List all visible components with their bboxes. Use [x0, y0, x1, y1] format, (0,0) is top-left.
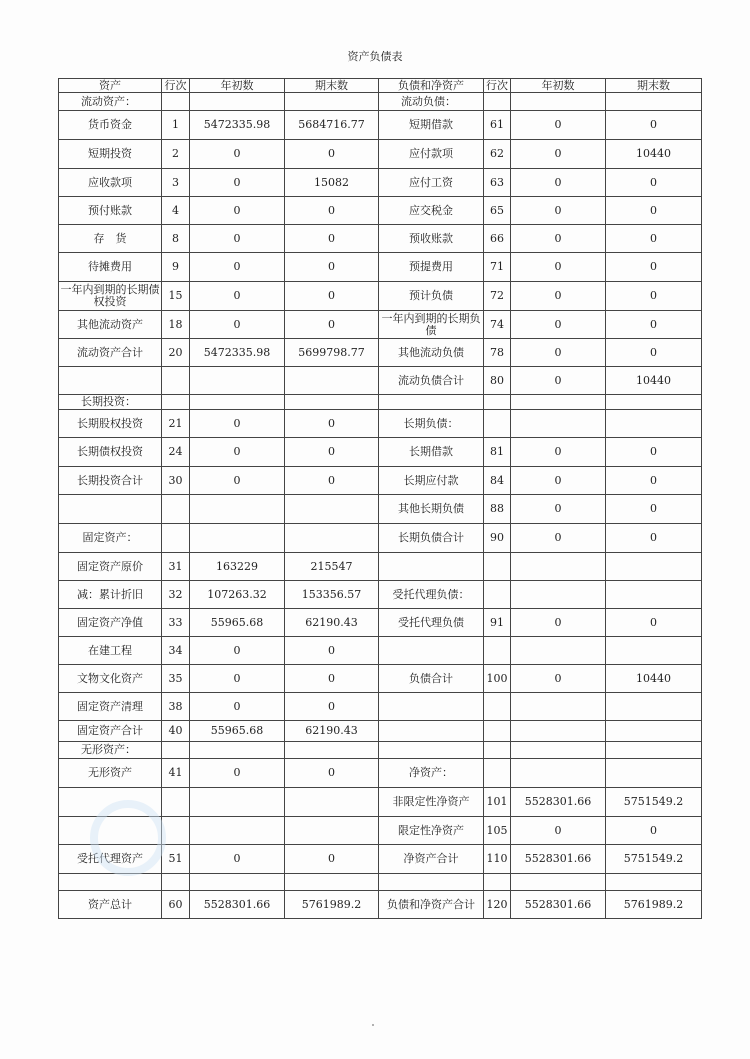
table-cell: 0	[606, 609, 702, 637]
table-cell: 0	[285, 410, 379, 438]
table-cell: 84	[484, 467, 511, 495]
table-cell	[162, 874, 190, 891]
table-cell: 0	[511, 467, 606, 495]
table-cell: 0	[285, 467, 379, 495]
table-row	[59, 169, 702, 197]
table-cell	[511, 874, 606, 891]
table-cell: 货币资金	[59, 111, 162, 140]
table-cell: 预提费用	[379, 253, 484, 282]
table-cell: 80	[484, 367, 511, 395]
table-cell: 净资产：	[379, 759, 484, 788]
table-cell: 10440	[606, 665, 702, 693]
table-cell: 限定性净资产	[379, 817, 484, 845]
table-cell: 应收款项	[59, 169, 162, 197]
table-row	[59, 311, 702, 339]
table-cell: 短期投资	[59, 140, 162, 169]
table-cell: 受托代理资产	[59, 845, 162, 874]
table-cell	[511, 410, 606, 438]
table-row	[59, 495, 702, 524]
table-cell	[606, 553, 702, 581]
table-cell: 0	[285, 282, 379, 311]
table-cell: 78	[484, 339, 511, 367]
page-mark	[372, 1024, 374, 1026]
table-cell	[59, 874, 162, 891]
table-row	[59, 93, 702, 111]
table-cell: 15	[162, 282, 190, 311]
table-cell: 短期借款	[379, 111, 484, 140]
table-cell	[285, 367, 379, 395]
table-cell: 0	[285, 225, 379, 253]
table-cell: 60	[162, 891, 190, 919]
table-cell	[190, 495, 285, 524]
table-cell	[285, 742, 379, 759]
table-cell	[190, 817, 285, 845]
table-cell: 一年内到期的长期负债	[379, 311, 484, 339]
table-cell: 0	[606, 467, 702, 495]
page-title: 资产负债表	[347, 50, 403, 63]
table-row	[59, 817, 702, 845]
table-cell: 0	[190, 225, 285, 253]
table-cell: 63	[484, 169, 511, 197]
table-cell: 应付款项	[379, 140, 484, 169]
table-cell: 91	[484, 609, 511, 637]
table-cell	[190, 395, 285, 410]
table-header-row	[59, 79, 702, 93]
table-cell: 0	[511, 311, 606, 339]
table-cell: 0	[285, 665, 379, 693]
table-cell: 0	[285, 845, 379, 874]
table-cell: 存 货	[59, 225, 162, 253]
table-cell: 长期负债合计	[379, 524, 484, 553]
table-cell: 0	[511, 225, 606, 253]
table-cell: 72	[484, 282, 511, 311]
table-cell: 18	[162, 311, 190, 339]
table-cell: 0	[285, 311, 379, 339]
table-cell: 长期债权投资	[59, 438, 162, 467]
table-cell: 101	[484, 788, 511, 817]
table-cell	[606, 742, 702, 759]
table-cell	[162, 367, 190, 395]
table-cell	[484, 874, 511, 891]
table-cell: 固定资产原价	[59, 553, 162, 581]
table-cell: 0	[606, 282, 702, 311]
table-cell: 非限定性净资产	[379, 788, 484, 817]
table-cell	[285, 495, 379, 524]
header-cell: 期末数	[606, 79, 702, 93]
table-cell: 5761989.2	[285, 891, 379, 919]
table-cell	[162, 742, 190, 759]
table-cell: 预计负债	[379, 282, 484, 311]
header-cell: 负债和净资产	[379, 79, 484, 93]
table-cell: 0	[606, 817, 702, 845]
table-cell	[606, 410, 702, 438]
table-cell	[379, 742, 484, 759]
table-cell: 0	[511, 140, 606, 169]
table-cell: 长期股权投资	[59, 410, 162, 438]
table-cell	[511, 553, 606, 581]
table-cell: 0	[606, 311, 702, 339]
table-cell: 0	[190, 637, 285, 665]
table-cell: 0	[190, 467, 285, 495]
table-cell: 预收账款	[379, 225, 484, 253]
table-cell: 5528301.66	[511, 891, 606, 919]
header-cell: 行次	[484, 79, 511, 93]
table-cell: 其他流动资产	[59, 311, 162, 339]
table-row	[59, 197, 702, 225]
table-row	[59, 524, 702, 553]
table-cell: 0	[285, 197, 379, 225]
table-cell: 0	[190, 759, 285, 788]
table-cell	[379, 395, 484, 410]
table-cell: 固定资产清理	[59, 693, 162, 721]
table-cell: 20	[162, 339, 190, 367]
table-cell	[162, 93, 190, 111]
table-cell: 待摊费用	[59, 253, 162, 282]
table-cell: 55965.68	[190, 721, 285, 742]
table-cell: 其他长期负债	[379, 495, 484, 524]
table-row	[59, 410, 702, 438]
table-cell: 0	[606, 225, 702, 253]
table-cell: 71	[484, 253, 511, 282]
table-cell	[285, 524, 379, 553]
table-cell: 0	[285, 759, 379, 788]
table-cell: 0	[190, 197, 285, 225]
table-row	[59, 395, 702, 410]
table-cell	[285, 817, 379, 845]
table-cell: 0	[190, 845, 285, 874]
table-cell: 0	[285, 693, 379, 721]
table-cell	[379, 721, 484, 742]
table-row	[59, 438, 702, 467]
header-cell: 年初数	[511, 79, 606, 93]
table-cell: 24	[162, 438, 190, 467]
table-cell	[484, 693, 511, 721]
table-cell: 38	[162, 693, 190, 721]
table-cell	[190, 524, 285, 553]
table-cell	[606, 93, 702, 111]
table-cell: 163229	[190, 553, 285, 581]
table-cell: 0	[606, 524, 702, 553]
table-cell: 0	[190, 282, 285, 311]
table-cell: 105	[484, 817, 511, 845]
table-cell: 5472335.98	[190, 111, 285, 140]
table-cell	[484, 637, 511, 665]
table-cell: 215547	[285, 553, 379, 581]
table-cell: 33	[162, 609, 190, 637]
table-cell: 4	[162, 197, 190, 225]
table-cell	[484, 93, 511, 111]
table-cell	[511, 395, 606, 410]
table-cell: 减：累计折旧	[59, 581, 162, 609]
table-cell: 文物文化资产	[59, 665, 162, 693]
table-cell: 1	[162, 111, 190, 140]
table-cell: 32	[162, 581, 190, 609]
table-cell: 预付账款	[59, 197, 162, 225]
table-cell	[379, 553, 484, 581]
table-cell: 0	[190, 140, 285, 169]
table-cell: 流动负债合计	[379, 367, 484, 395]
table-cell: 0	[511, 111, 606, 140]
table-cell: 100	[484, 665, 511, 693]
table-cell: 10440	[606, 367, 702, 395]
table-cell: 其他流动负债	[379, 339, 484, 367]
table-cell: 5751549.2	[606, 788, 702, 817]
table-cell: 0	[511, 253, 606, 282]
table-row	[59, 225, 702, 253]
table-cell: 0	[511, 495, 606, 524]
table-cell: 受托代理负债	[379, 609, 484, 637]
table-row	[59, 891, 702, 919]
table-row	[59, 467, 702, 495]
table-cell: 长期借款	[379, 438, 484, 467]
table-cell: 流动资产合计	[59, 339, 162, 367]
table-cell: 10440	[606, 140, 702, 169]
table-cell: 5699798.77	[285, 339, 379, 367]
header-cell: 行次	[162, 79, 190, 93]
table-cell: 0	[511, 524, 606, 553]
table-cell	[59, 367, 162, 395]
table-cell: 5528301.66	[190, 891, 285, 919]
table-row	[59, 339, 702, 367]
table-cell: 0	[190, 410, 285, 438]
table-cell: 0	[511, 197, 606, 225]
table-cell: 在建工程	[59, 637, 162, 665]
table-cell: 0	[285, 253, 379, 282]
table-cell	[511, 581, 606, 609]
table-cell: 流动资产：	[59, 93, 162, 111]
table-cell: 一年内到期的长期债权投资	[59, 282, 162, 311]
table-cell: 流动负债：	[379, 93, 484, 111]
table-cell: 长期负债：	[379, 410, 484, 438]
table-cell: 固定资产：	[59, 524, 162, 553]
table-cell	[190, 93, 285, 111]
table-cell	[162, 788, 190, 817]
table-row	[59, 253, 702, 282]
table-cell	[511, 93, 606, 111]
table-cell	[59, 788, 162, 817]
table-cell	[484, 742, 511, 759]
table-cell: 资产总计	[59, 891, 162, 919]
table-cell	[484, 553, 511, 581]
table-cell: 受托代理负债：	[379, 581, 484, 609]
table-cell: 5761989.2	[606, 891, 702, 919]
table-row	[59, 759, 702, 788]
table-cell	[379, 637, 484, 665]
table-row	[59, 693, 702, 721]
table-row	[59, 742, 702, 759]
table-cell: 62	[484, 140, 511, 169]
table-cell: 5751549.2	[606, 845, 702, 874]
table-cell	[484, 759, 511, 788]
table-cell: 81	[484, 438, 511, 467]
table-row	[59, 367, 702, 395]
table-cell: 0	[606, 495, 702, 524]
table-cell: 净资产合计	[379, 845, 484, 874]
table-cell: 负债和净资产合计	[379, 891, 484, 919]
table-cell: 0	[511, 367, 606, 395]
table-cell: 0	[190, 311, 285, 339]
table-cell	[285, 395, 379, 410]
table-cell: 34	[162, 637, 190, 665]
table-row	[59, 581, 702, 609]
table-cell: 应交税金	[379, 197, 484, 225]
table-cell	[606, 721, 702, 742]
table-cell	[606, 395, 702, 410]
table-cell: 5684716.77	[285, 111, 379, 140]
table-cell: 55965.68	[190, 609, 285, 637]
table-cell: 固定资产净值	[59, 609, 162, 637]
table-cell: 0	[606, 197, 702, 225]
table-cell: 负债合计	[379, 665, 484, 693]
table-cell: 61	[484, 111, 511, 140]
table-cell	[162, 395, 190, 410]
table-cell: 0	[511, 339, 606, 367]
table-cell: 长期应付款	[379, 467, 484, 495]
table-cell	[606, 581, 702, 609]
table-cell: 0	[190, 438, 285, 467]
table-cell: 0	[511, 609, 606, 637]
table-cell: 0	[511, 665, 606, 693]
table-cell	[162, 495, 190, 524]
table-cell: 应付工资	[379, 169, 484, 197]
table-row	[59, 665, 702, 693]
table-row	[59, 140, 702, 169]
table-cell: 15082	[285, 169, 379, 197]
table-row	[59, 637, 702, 665]
table-row	[59, 788, 702, 817]
table-cell: 90	[484, 524, 511, 553]
table-cell: 0	[511, 282, 606, 311]
table-cell: 0	[285, 140, 379, 169]
table-cell: 3	[162, 169, 190, 197]
table-cell: 0	[606, 169, 702, 197]
table-cell: 153356.57	[285, 581, 379, 609]
table-cell: 31	[162, 553, 190, 581]
table-cell: 88	[484, 495, 511, 524]
table-cell: 5528301.66	[511, 845, 606, 874]
table-cell: 5472335.98	[190, 339, 285, 367]
table-cell	[379, 874, 484, 891]
table-cell: 0	[190, 693, 285, 721]
table-row	[59, 874, 702, 891]
table-cell: 35	[162, 665, 190, 693]
table-cell: 107263.32	[190, 581, 285, 609]
table-cell	[190, 742, 285, 759]
table-cell	[162, 817, 190, 845]
table-cell: 65	[484, 197, 511, 225]
table-cell: 0	[190, 169, 285, 197]
table-cell	[190, 874, 285, 891]
table-cell: 长期投资合计	[59, 467, 162, 495]
table-cell	[59, 495, 162, 524]
table-row	[59, 111, 702, 140]
table-cell: 21	[162, 410, 190, 438]
table-cell: 0	[606, 111, 702, 140]
header-cell: 期末数	[285, 79, 379, 93]
table-cell: 0	[285, 637, 379, 665]
table-cell	[484, 581, 511, 609]
table-cell: 0	[190, 253, 285, 282]
header-cell: 年初数	[190, 79, 285, 93]
table-cell: 9	[162, 253, 190, 282]
table-cell: 无形资产	[59, 759, 162, 788]
table-row	[59, 845, 702, 874]
table-cell	[190, 788, 285, 817]
table-cell: 5528301.66	[511, 788, 606, 817]
table-cell	[511, 759, 606, 788]
table-cell	[484, 395, 511, 410]
table-cell: 0	[606, 253, 702, 282]
table-cell	[484, 410, 511, 438]
table-cell	[606, 759, 702, 788]
table-cell: 0	[511, 817, 606, 845]
table-cell	[606, 637, 702, 665]
table-cell: 2	[162, 140, 190, 169]
table-cell: 长期投资：	[59, 395, 162, 410]
table-row	[59, 609, 702, 637]
table-cell: 30	[162, 467, 190, 495]
table-row	[59, 282, 702, 311]
balance-sheet-table	[58, 78, 702, 919]
table-cell: 62190.43	[285, 721, 379, 742]
table-cell: 51	[162, 845, 190, 874]
table-cell	[285, 93, 379, 111]
table-cell: 8	[162, 225, 190, 253]
table-cell: 41	[162, 759, 190, 788]
table-cell	[511, 637, 606, 665]
header-cell: 资产	[59, 79, 162, 93]
table-cell	[606, 874, 702, 891]
table-cell	[606, 693, 702, 721]
table-cell	[511, 721, 606, 742]
table-cell: 62190.43	[285, 609, 379, 637]
table-cell: 0	[606, 438, 702, 467]
table-cell: 0	[190, 665, 285, 693]
table-cell	[162, 524, 190, 553]
table-cell: 0	[606, 339, 702, 367]
table-cell	[379, 693, 484, 721]
table-cell: 120	[484, 891, 511, 919]
table-row	[59, 553, 702, 581]
table-cell	[59, 817, 162, 845]
table-cell	[190, 367, 285, 395]
table-cell: 74	[484, 311, 511, 339]
table-cell: 66	[484, 225, 511, 253]
table-cell: 110	[484, 845, 511, 874]
table-cell: 无形资产：	[59, 742, 162, 759]
table-cell	[285, 874, 379, 891]
table-cell	[511, 742, 606, 759]
table-cell	[511, 693, 606, 721]
table-cell: 40	[162, 721, 190, 742]
table-cell: 0	[511, 169, 606, 197]
table-cell: 0	[511, 438, 606, 467]
table-cell: 0	[285, 438, 379, 467]
table-cell	[285, 788, 379, 817]
table-cell	[484, 721, 511, 742]
table-row	[59, 721, 702, 742]
table-cell: 固定资产合计	[59, 721, 162, 742]
